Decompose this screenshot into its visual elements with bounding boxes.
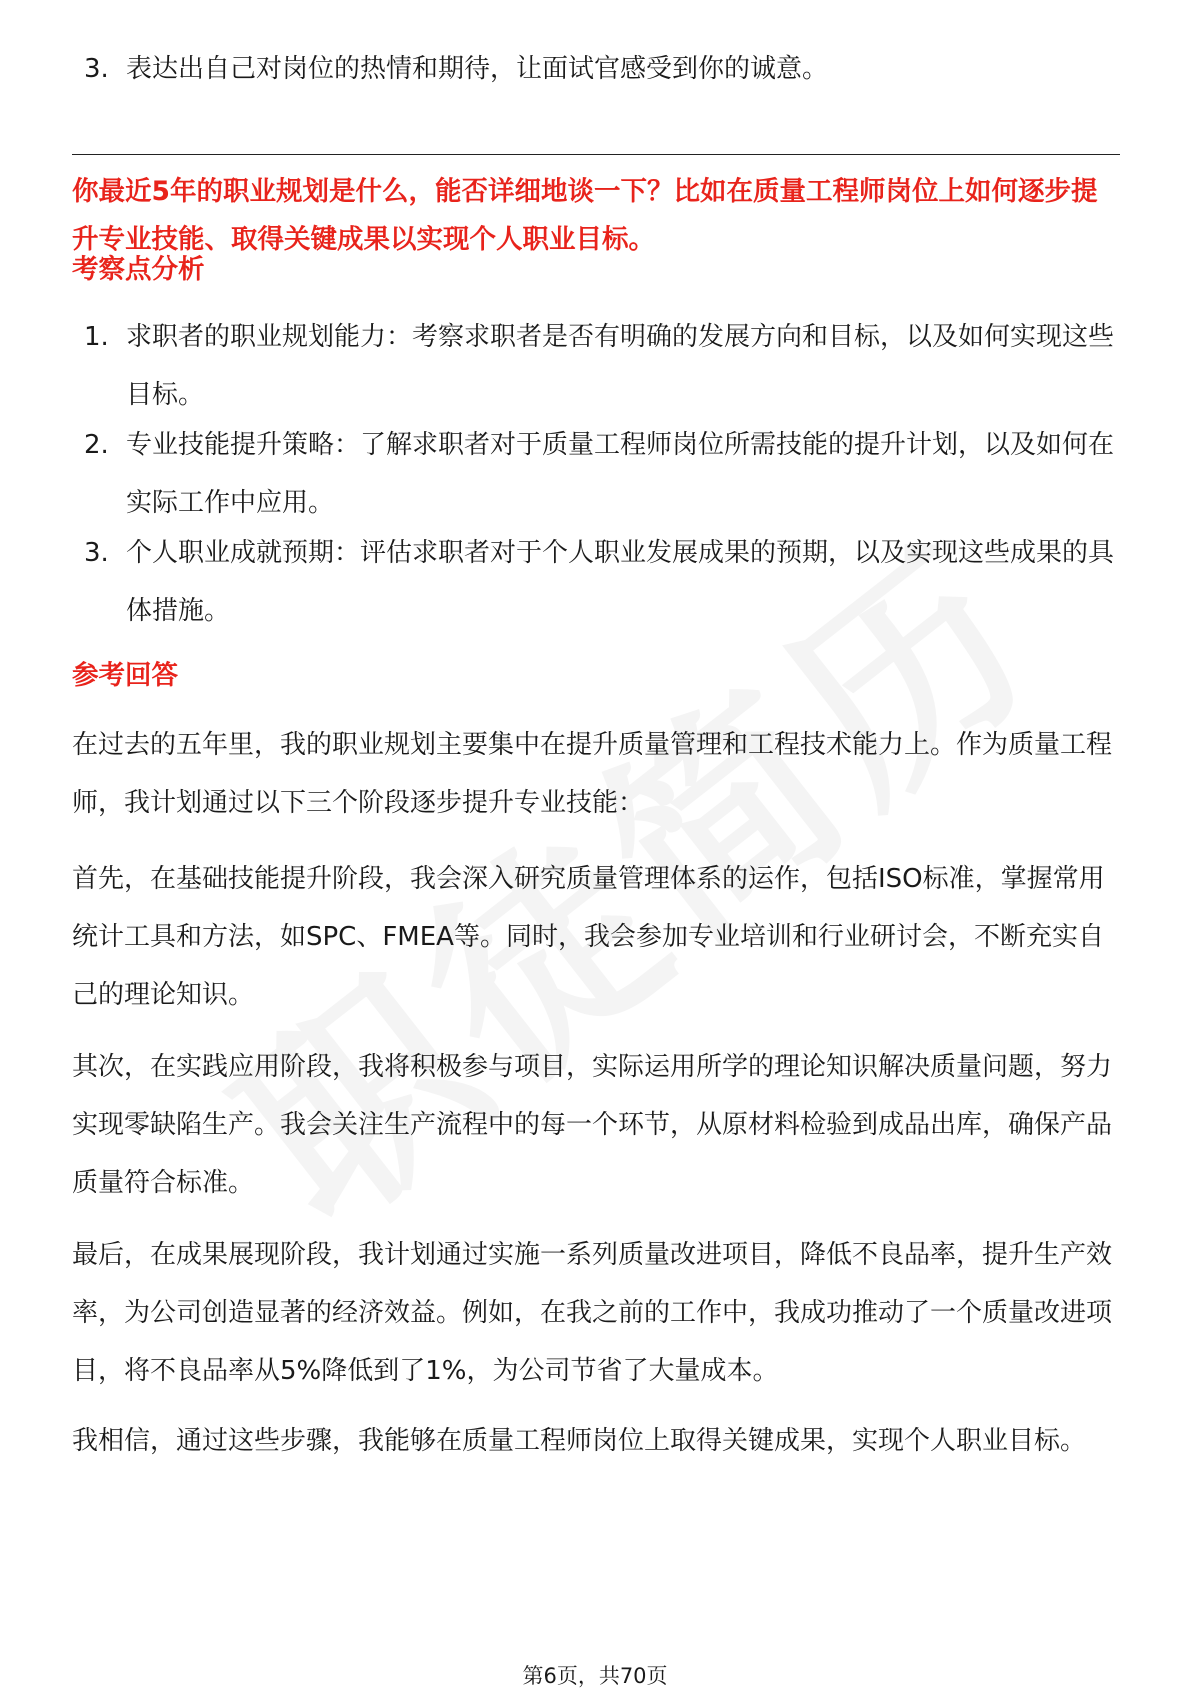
list-text: 表达出自己对岗位的热情和期待，让面试官感受到你的诚意。 [126, 54, 829, 84]
interview-question: 你最近5年的职业规划是什么，能否详细地谈一下？比如在质量工程师岗位上如何逐步提升专业技能、取得关键成果以实现个人职业目标。 [72, 176, 1098, 255]
list-number: 1. [84, 322, 109, 352]
list-text: 专业技能提升策略：了解求职者对于质量工程师岗位所需技能的提升计划，以及如何在实际工作中应用。 [126, 430, 1115, 518]
intro-list-item [84, 40, 1124, 98]
section-divider [72, 154, 1120, 155]
answer-paragraph-1: 在过去的五年里，我的职业规划主要集中在提升质量管理和工程技术能力上。作为质量工程师，我计划通过以下三个阶段逐步提升专业技能： [72, 730, 1113, 818]
page-footer: 第6页，共70页 [522, 1664, 668, 1688]
analysis-heading: 考察点分析 [72, 254, 205, 285]
answer-paragraph-4: 最后，在成果展现阶段，我计划通过实施一系列质量改进项目，降低不良品率，提升生产效率，为公司创造显著的经济效益。例如，在我之前的工作中，我成功推动了一个质量改进项目，将不良品率从5%降低到了1%，为公司节省了大量成本。 [72, 1240, 1113, 1386]
list-number: 2. [84, 430, 109, 460]
list-number: 3. [84, 54, 109, 84]
analysis-item-1 [84, 308, 1124, 424]
answer-paragraph-2: 首先，在基础技能提升阶段，我会深入研究质量管理体系的运作，包括ISO标准，掌握常用统计工具和方法，如SPC、FMEA等。同时，我会参加专业培训和行业研讨会，不断充实自己的理论知识。 [72, 864, 1105, 1010]
answer-paragraph-5: 我相信，通过这些步骤，我能够在质量工程师岗位上取得关键成果，实现个人职业目标。 [72, 1426, 1087, 1456]
answer-paragraph-3: 其次，在实践应用阶段，我将积极参与项目，实际运用所学的理论知识解决质量问题，努力实现零缺陷生产。我会关注生产流程中的每一个环节，从原材料检验到成品出库，确保产品质量符合标准。 [72, 1052, 1113, 1198]
list-text: 求职者的职业规划能力：考察求职者是否有明确的发展方向和目标，以及如何实现这些目标。 [126, 322, 1115, 410]
analysis-item-2 [84, 416, 1124, 532]
answer-heading: 参考回答 [72, 660, 178, 691]
analysis-item-3 [84, 524, 1124, 640]
list-number: 3. [84, 538, 109, 568]
list-text: 个人职业成就预期：评估求职者对于个人职业发展成果的预期，以及实现这些成果的具体措施。 [126, 538, 1115, 626]
